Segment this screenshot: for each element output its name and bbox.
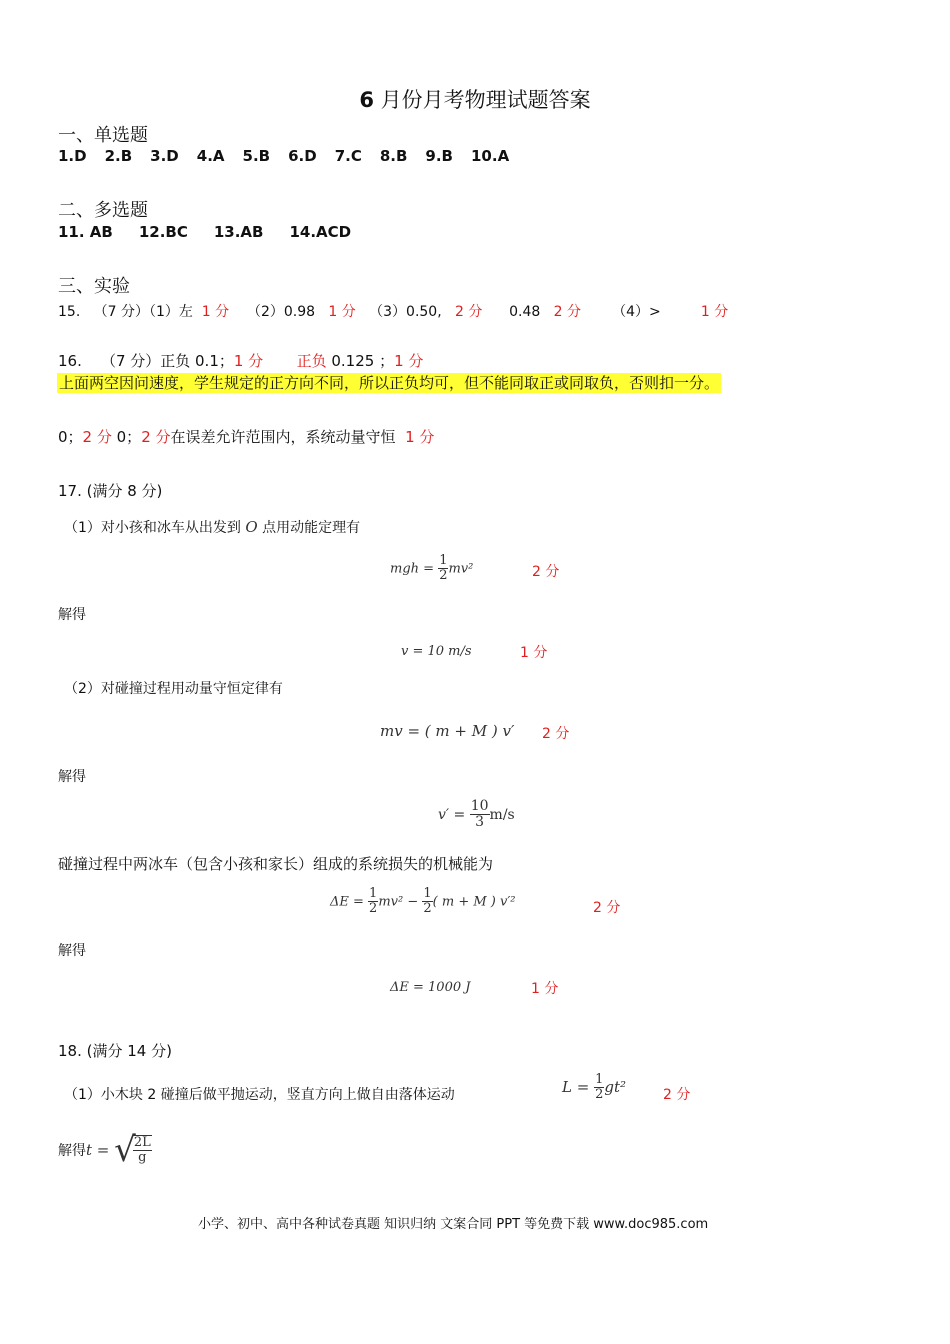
single-choice-answers (58, 147, 527, 165)
section-heading-experiment: 三、实验 (58, 276, 130, 297)
q17-part3: 碰撞过程中两冰车（包含小孩和家长）组成的系统损失的机械能为 (58, 855, 494, 873)
equation-energy-result: ΔE = 1000 J (390, 980, 471, 995)
equation-final-velocity: v′ = $\frac{10}{3}$ m/s (438, 798, 515, 831)
section-heading-single-choice: 一、单选题 (58, 125, 148, 146)
solve-label: 解得 (58, 769, 86, 785)
score: 2 分 (542, 726, 570, 742)
answer-item: 4.A (196, 147, 225, 165)
score: 2 分 (663, 1087, 691, 1103)
q18-solve-line: 解得t = √ $\frac{2L}{g}$ (58, 1130, 151, 1170)
equation-velocity: v = 10 m/s (401, 644, 472, 659)
solve-label: 解得 (58, 1143, 86, 1159)
answer-item: 7.C (334, 147, 362, 165)
score: 1 分 (233, 352, 264, 370)
answer-item: 3.D (150, 147, 179, 165)
q16-line-3: 0；2 分 0；2 分在误差允许范围内，系统动量守恒 1 分 (58, 428, 435, 446)
section-heading-multi-choice: 二、多选题 (58, 200, 148, 221)
score: 2 分 (532, 564, 560, 580)
highlighted-note: 上面两空因问速度，学生规定的正方向不同，所以正负均可，但不能同取正或同取负，否则扣一分。 (59, 374, 720, 392)
score: 2 分 (455, 304, 483, 320)
score: 1 分 (531, 981, 559, 997)
q17-part2: （2）对碰撞过程用动量守恒定律有 (64, 681, 283, 697)
page-title: 6 月份月考物理试题答案 (359, 88, 591, 112)
score: 1 分 (394, 352, 424, 370)
q16-line: 16. （7 分）正负 0.1；1 分 正负 0.125 ；1 分 (58, 352, 424, 370)
equation-time-sqrt: √ $\frac{2L}{g}$ (114, 1130, 151, 1170)
answer-item: 13.AB (213, 223, 264, 241)
answer-item: 8.B (379, 147, 408, 165)
score: 2 分 (553, 304, 581, 320)
equation-kinetic-energy: mgh = $\frac{1}{2}$ mv² (390, 553, 474, 584)
equation-energy-loss: ΔE = $\frac{1}{2}$ mv² − $\frac{1}{2}$ ( m + M ) v′² (330, 886, 516, 917)
q18-part1: （1）小木块 2 碰撞后做平抛运动，竖直方向上做自由落体运动 (64, 1087, 455, 1103)
answer-item: 10.A (471, 147, 510, 165)
answer-item: 2.B (104, 147, 133, 165)
q15-line: 15. （7 分）（1）左 1 分 （2）0.98 1 分 （3）0.50, 2 分 0.48 2 分 （4）> 1 分 (58, 304, 729, 320)
answer-item: 5.B (242, 147, 271, 165)
score: 2 分 (141, 428, 171, 446)
score: 2 分 (593, 900, 621, 916)
answer-item: 12.BC (138, 223, 188, 241)
answer-item: 11. AB (58, 223, 113, 241)
q17-heading: 17. (满分 8 分) (58, 482, 163, 500)
score: 1 分 (405, 428, 435, 446)
answer-item: 1.D (58, 147, 87, 165)
answer-item: 14.ACD (289, 223, 352, 241)
score: 2 分 (82, 428, 112, 446)
score: 1 分 (201, 304, 230, 320)
footer-watermark-text: 小学、初中、高中各种试卷真题 知识归纳 文案合同 PPT 等免费下载 www.doc985.com (198, 1217, 709, 1232)
answer-item: 6.D (288, 147, 317, 165)
equation-momentum: mv = ( m + M ) v′ (380, 722, 515, 740)
q18-heading: 18. (满分 14 分) (58, 1042, 172, 1060)
score: 1 分 (520, 645, 548, 661)
score: 1 分 (328, 304, 356, 320)
multi-choice-answers (58, 223, 369, 241)
solve-label: 解得 (58, 943, 86, 959)
solve-label: 解得 (58, 607, 86, 623)
equation-free-fall: L = $\frac{1}{2}$ gt² (562, 1072, 627, 1103)
answer-item: 9.B (425, 147, 453, 165)
q17-part1: （1）对小孩和冰车从出发到 O 点用动能定理有 (64, 518, 361, 536)
score: 1 分 (700, 304, 729, 320)
